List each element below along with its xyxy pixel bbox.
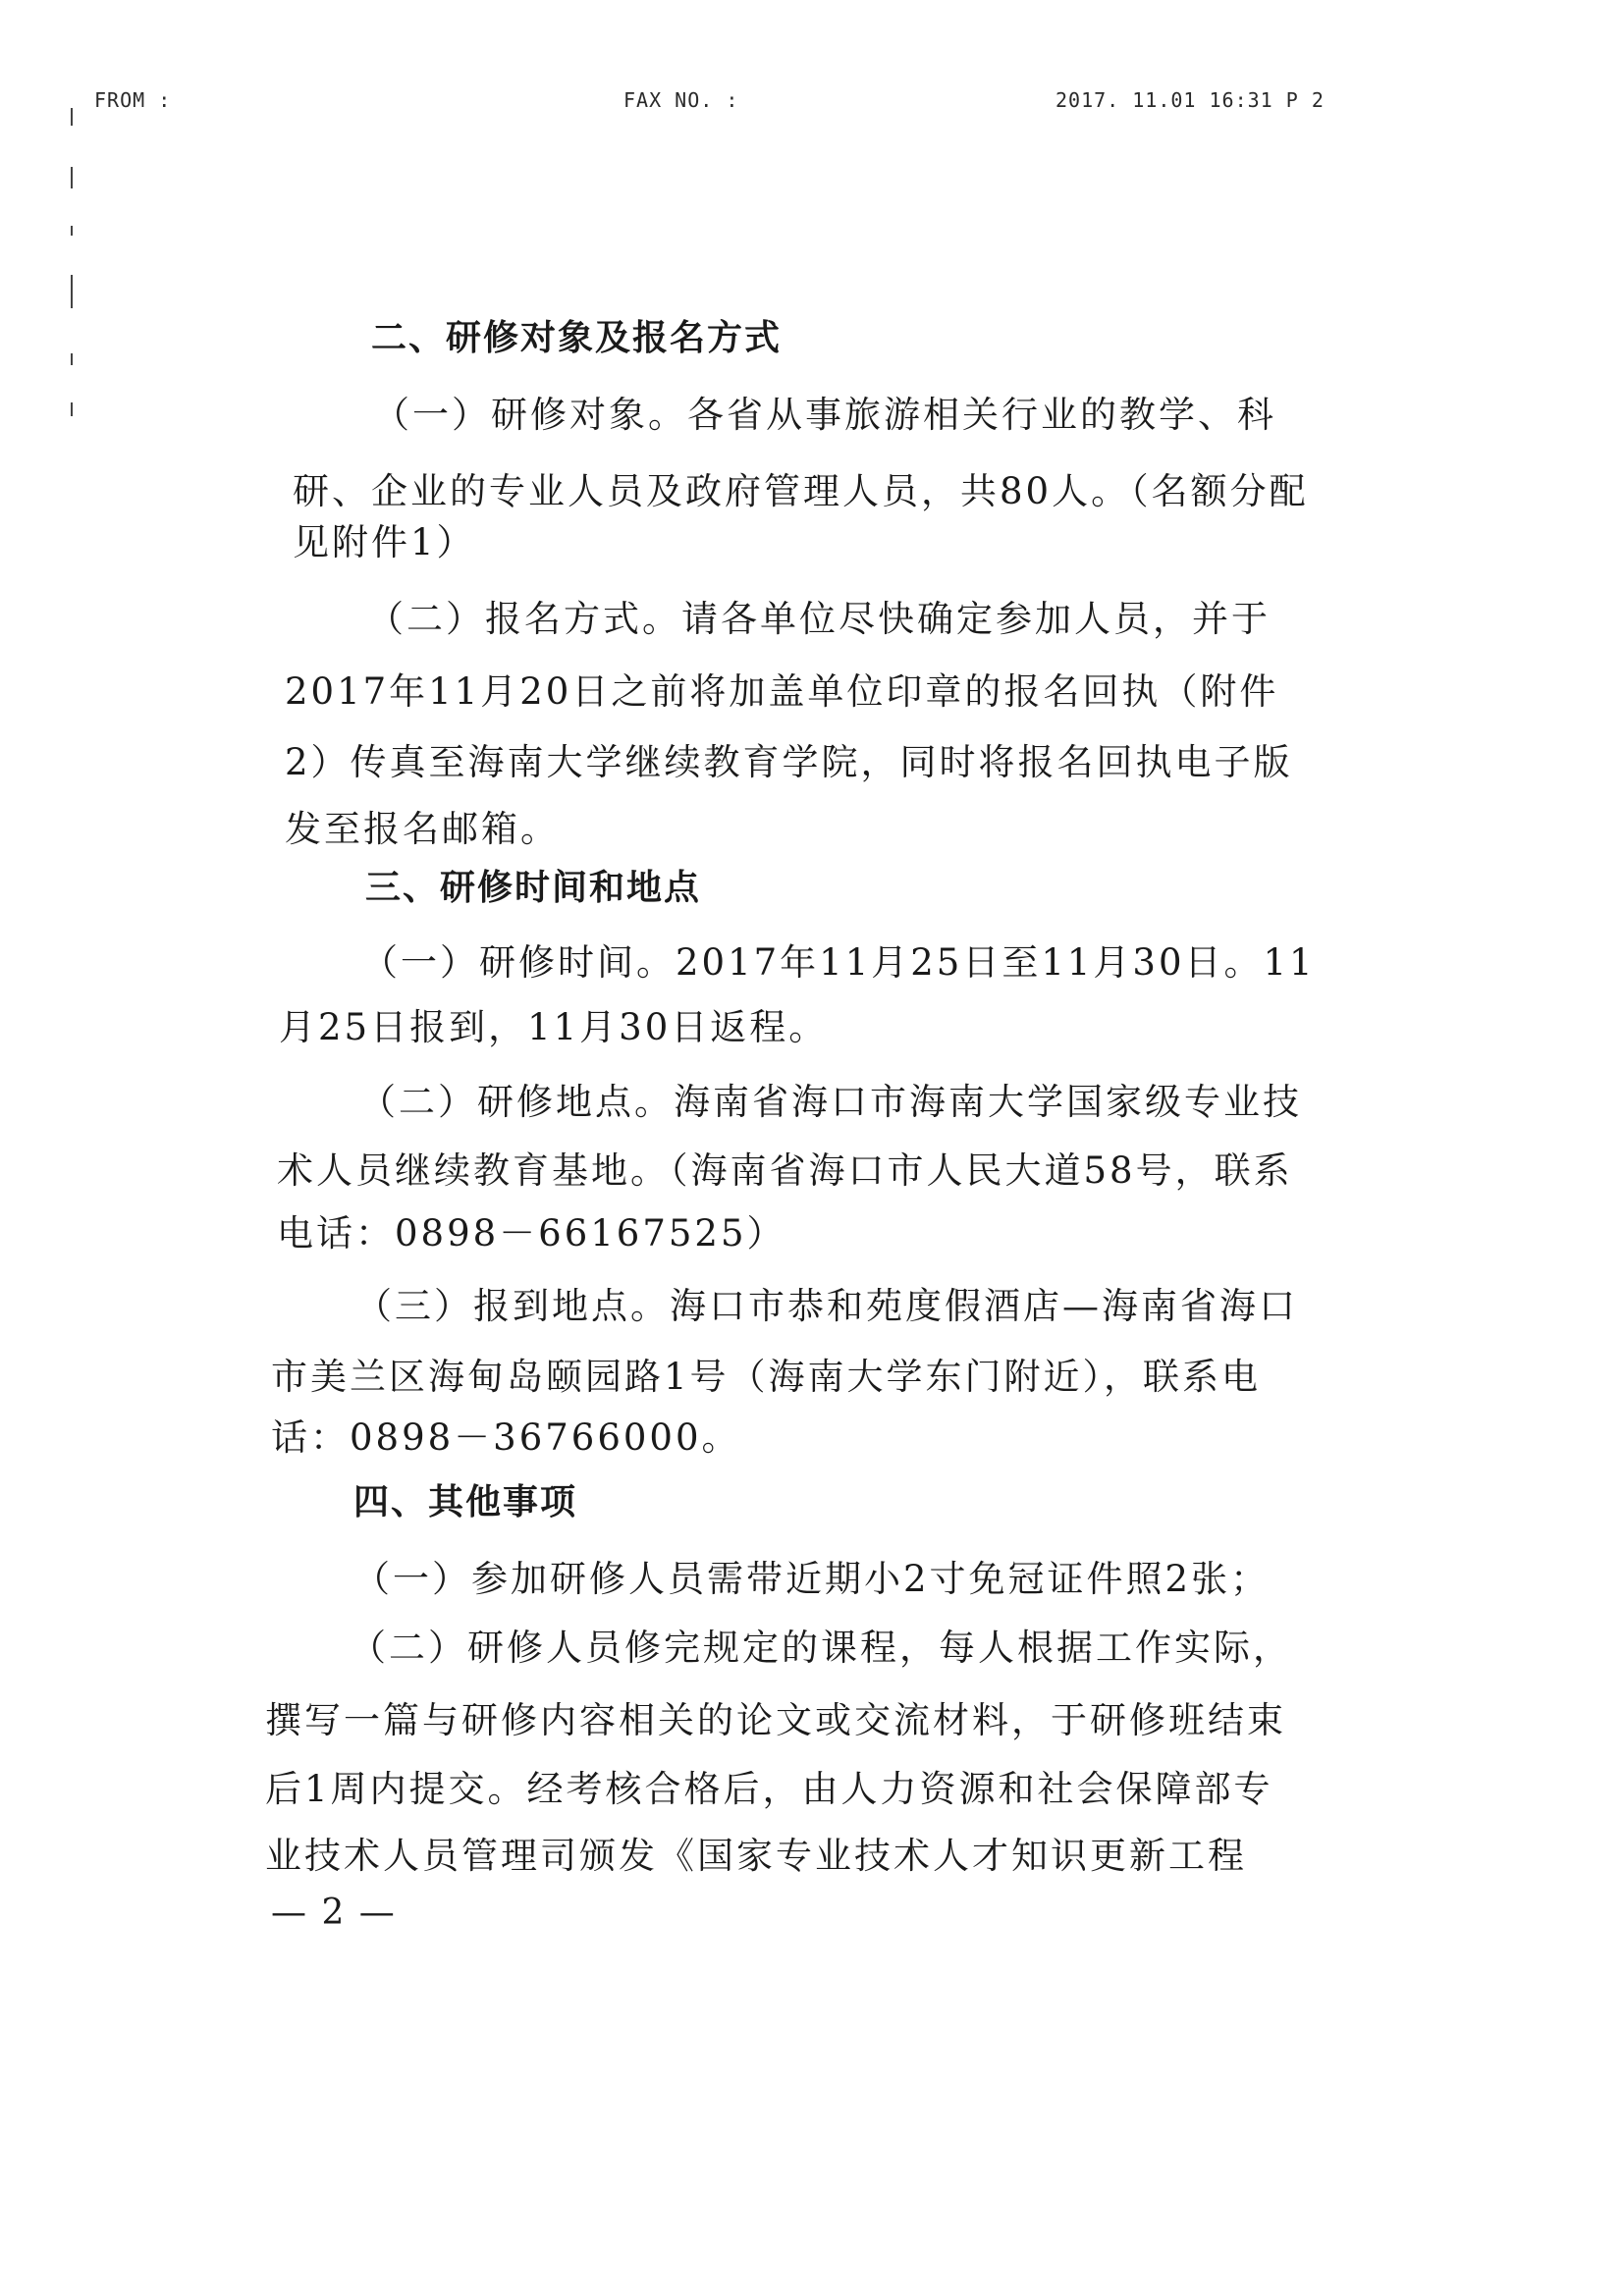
paragraph-line: 见附件1） (293, 521, 476, 563)
paragraph-line: 市美兰区海甸岛颐园路1号（海南大学东门附近），联系电 (271, 1356, 1262, 1398)
paragraph-line: （二）研修地点。海南省海口市海南大学国家级专业技 (359, 1081, 1302, 1123)
fax-number-label: FAX NO. : (623, 88, 739, 112)
section-heading-other-matters: 四、其他事项 (353, 1482, 578, 1522)
paragraph-line: 2017年11月20日之前将加盖单位印章的报名回执（附件 (285, 670, 1279, 713)
paragraph-line: （二）报名方式。请各单位尽快确定参加人员，并于 (367, 598, 1271, 640)
paragraph-line: （一）研修对象。各省从事旅游相关行业的教学、科 (373, 394, 1276, 436)
paragraph-line: 术人员继续教育基地。（海南省海口市人民大道58号，联系 (277, 1149, 1293, 1192)
paragraph-line: 电话：0898－66167525） (277, 1212, 786, 1255)
fax-timestamp: 2017. 11.01 16:31 P 2 (1056, 88, 1325, 112)
fax-from-label: FROM : (94, 88, 172, 112)
paragraph-line: 2）传真至海南大学继续教育学院，同时将报名回执电子版 (285, 741, 1293, 783)
paragraph-line: 后1周内提交。经考核合格后，由人力资源和社会保障部专 (265, 1768, 1273, 1810)
paragraph-line: 研、企业的专业人员及政府管理人员，共80人。（名额分配 (293, 470, 1309, 512)
paragraph-line: 话：0898－36766000。 (271, 1416, 741, 1459)
paragraph-line: （三）报到地点。海口市恭和苑度假酒店—海南省海口 (355, 1285, 1298, 1327)
paragraph-line: 撰写一篇与研修内容相关的论文或交流材料，于研修班结束 (265, 1699, 1286, 1741)
paragraph-line: 业技术人员管理司颁发《国家专业技术人才知识更新工程 (265, 1835, 1247, 1877)
page-number: — 2 — (271, 1893, 397, 1933)
paragraph-line: （一）参加研修人员需带近期小2寸免冠证件照2张； (353, 1558, 1271, 1600)
paragraph-line: 月25日报到，11月30日返程。 (279, 1006, 829, 1048)
paragraph-line: 发至报名邮箱。 (285, 808, 560, 850)
section-heading-time-location: 三、研修时间和地点 (365, 868, 702, 908)
section-heading-enrollment: 二、研修对象及报名方式 (371, 318, 783, 358)
paragraph-line: （二）研修人员修完规定的课程，每人根据工作实际， (350, 1627, 1292, 1669)
paragraph-line: （一）研修时间。2017年11月25日至11月30日。11 (361, 941, 1316, 984)
